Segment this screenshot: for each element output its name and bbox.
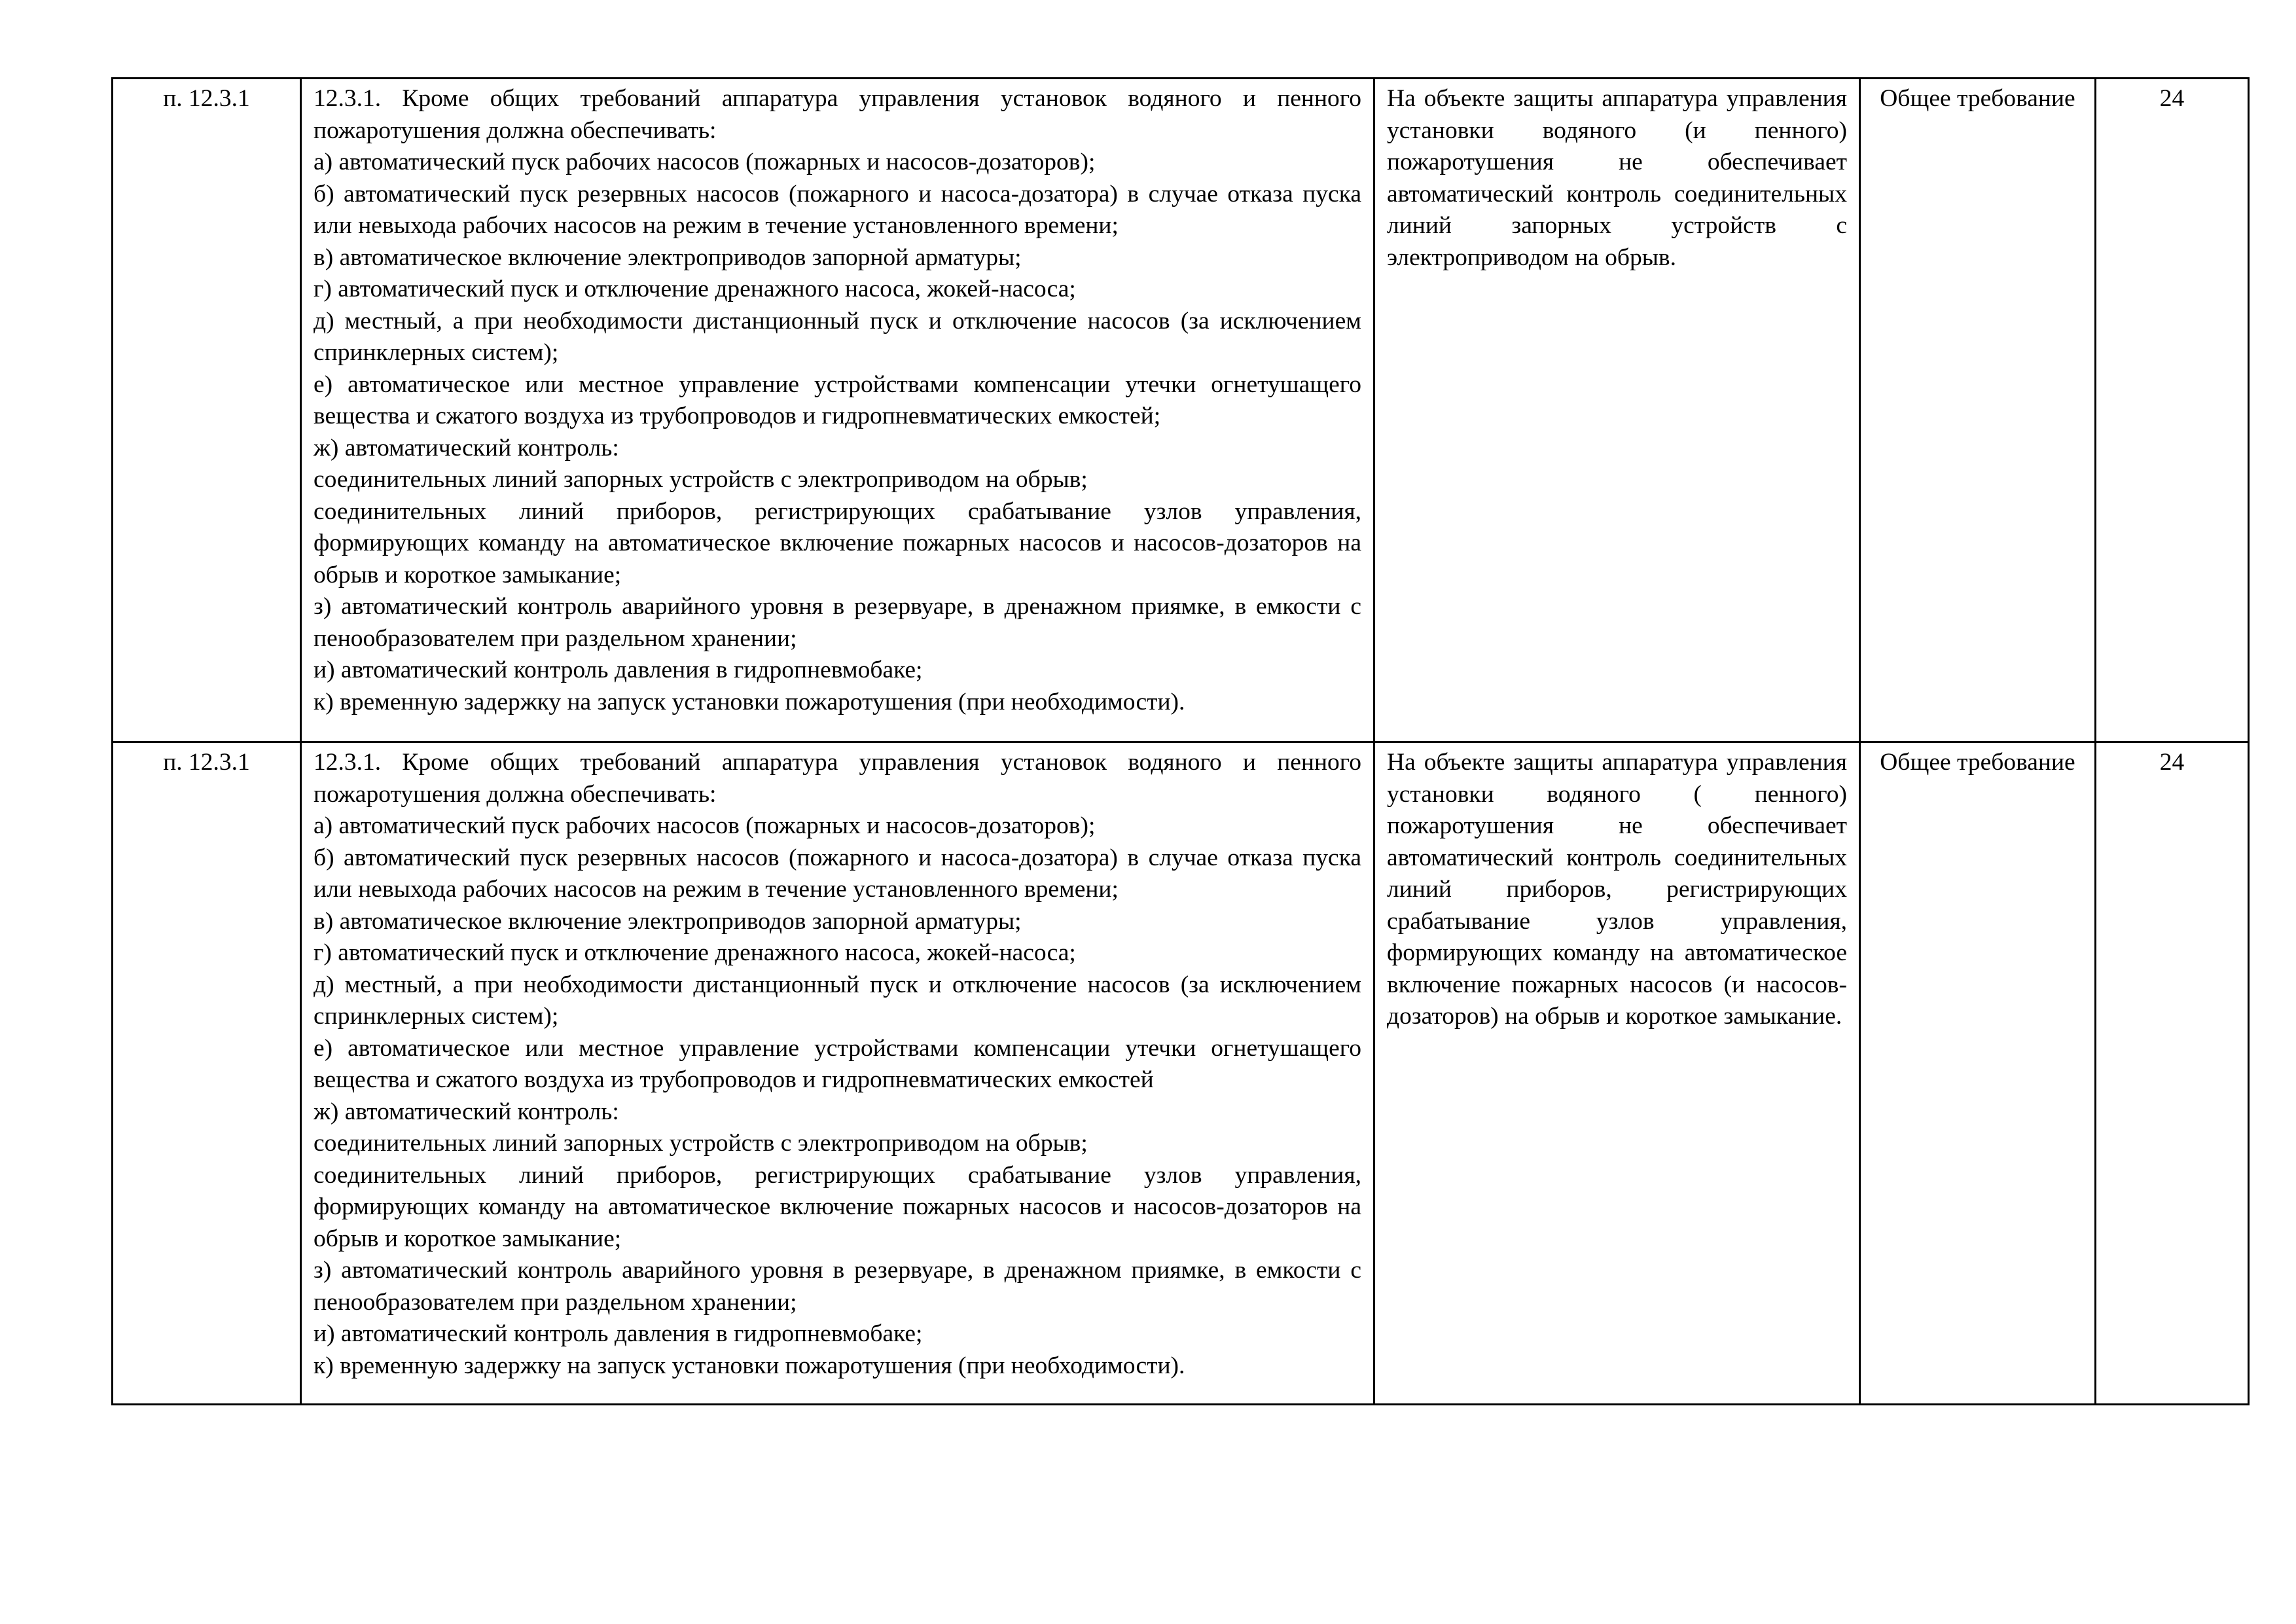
requirement-line: к) временную задержку на запуск установки пожаротушения (при необходимости). [314,688,1185,715]
violation-description-cell: На объекте защиты аппаратура управления установки водяного ( пенного) пожаротушения не обеспечивает автоматический контроль соединительных линий приборов, регистрирующих срабатывание узлов управления, формирующих команду на автоматическое включение пожарных насосов (и насосов-дозаторов) на обрыв и короткое замыкание. [1374,742,1860,1405]
requirement-line: д) местный, а при необходимости дистанционный пуск и отключение насосов (за исключением спринклерных систем); [314,307,1361,366]
requirement-line: з) автоматический контроль аварийного уровня в резервуаре, в дренажном приямке, в емкости с пенообразователем при раздельном хранении; [314,1257,1361,1316]
requirement-line: ж) автоматический контроль: [314,434,619,461]
requirements-table [111,77,2250,1405]
requirement-text-cell [301,79,1374,742]
requirement-line: е) автоматическое или местное управление устройствами компенсации утечки огнетушащего вещества и сжатого воздуха из трубопроводов и гидропневматических емкостей; [314,370,1361,429]
requirement-line: и) автоматический контроль давления в гидропневмобаке; [314,657,923,683]
requirement-type-cell: Общее требование [1860,79,2096,742]
clause-reference-cell: п. 12.3.1 [113,742,301,1405]
requirement-line: соединительных линий запорных устройств с электроприводом на обрыв; [314,1130,1088,1157]
requirement-line: и) автоматический контроль давления в гидропневмобаке; [314,1320,923,1347]
requirement-line: соединительных линий запорных устройств с электроприводом на обрыв; [314,466,1088,493]
requirement-line: к) временную задержку на запуск установки пожаротушения (при необходимости). [314,1352,1185,1379]
requirement-line: е) автоматическое или местное управление устройствами компенсации утечки огнетушащего вещества и сжатого воздуха из трубопроводов и гидропневматических емкостей [314,1034,1361,1093]
requirement-text-cell [301,742,1374,1405]
requirement-line: соединительных линий приборов, регистрирующих срабатывание узлов управления, формирующих команду на автоматическое включение пожарных насосов и насосов-дозаторов на обрыв и короткое замыкание; [314,1161,1361,1252]
requirement-line: а) автоматический пуск рабочих насосов (пожарных и насосов-дозаторов); [314,812,1096,839]
clause-reference-cell: п. 12.3.1 [113,79,301,742]
requirement-line: 12.3.1. Кроме общих требований аппаратура управления установок водяного и пенного пожаротушения должна обеспечивать: [314,749,1361,808]
requirement-line: в) автоматическое включение электроприводов запорной арматуры; [314,907,1022,935]
requirement-line: г) автоматический пуск и отключение дренажного насоса, жокей-насоса; [314,939,1076,966]
requirement-line: г) автоматический пуск и отключение дренажного насоса, жокей-насоса; [314,276,1076,302]
requirement-line: в) автоматическое включение электроприводов запорной арматуры; [314,244,1022,271]
requirement-line: а) автоматический пуск рабочих насосов (пожарных и насосов-дозаторов); [314,149,1096,175]
requirement-line: ж) автоматический контроль: [314,1098,619,1125]
requirement-type-cell: Общее требование [1860,742,2096,1405]
violation-description-cell: На объекте защиты аппаратура управления установки водяного (и пенного) пожаротушения не обеспечивает автоматический контроль соединительных линий запорных устройств с электроприводом на обрыв. [1374,79,1860,742]
requirement-line: 12.3.1. Кроме общих требований аппаратура управления установок водяного и пенного пожаротушения должна обеспечивать: [314,85,1361,144]
page-number-cell: 24 [2096,79,2249,742]
requirement-line: соединительных линий приборов, регистрирующих срабатывание узлов управления, формирующих команду на автоматическое включение пожарных насосов и насосов-дозаторов на обрыв и короткое замыкание; [314,497,1361,588]
requirement-line: д) местный, а при необходимости дистанционный пуск и отключение насосов (за исключением спринклерных систем); [314,971,1361,1030]
document-page [111,77,2248,1405]
table-row [113,742,2249,1405]
requirement-line: б) автоматический пуск резервных насосов (пожарного и насоса-дозатора) в случае отказа пуска или невыхода рабочих насосов на режим в течение установленного времени; [314,844,1361,903]
page-number-cell: 24 [2096,742,2249,1405]
requirement-line: з) автоматический контроль аварийного уровня в резервуаре, в дренажном приямке, в емкости с пенообразователем при раздельном хранении; [314,593,1361,652]
table-row [113,79,2249,742]
requirement-line: б) автоматический пуск резервных насосов (пожарного и насоса-дозатора) в случае отказа пуска или невыхода рабочих насосов на режим в течение установленного времени; [314,180,1361,239]
